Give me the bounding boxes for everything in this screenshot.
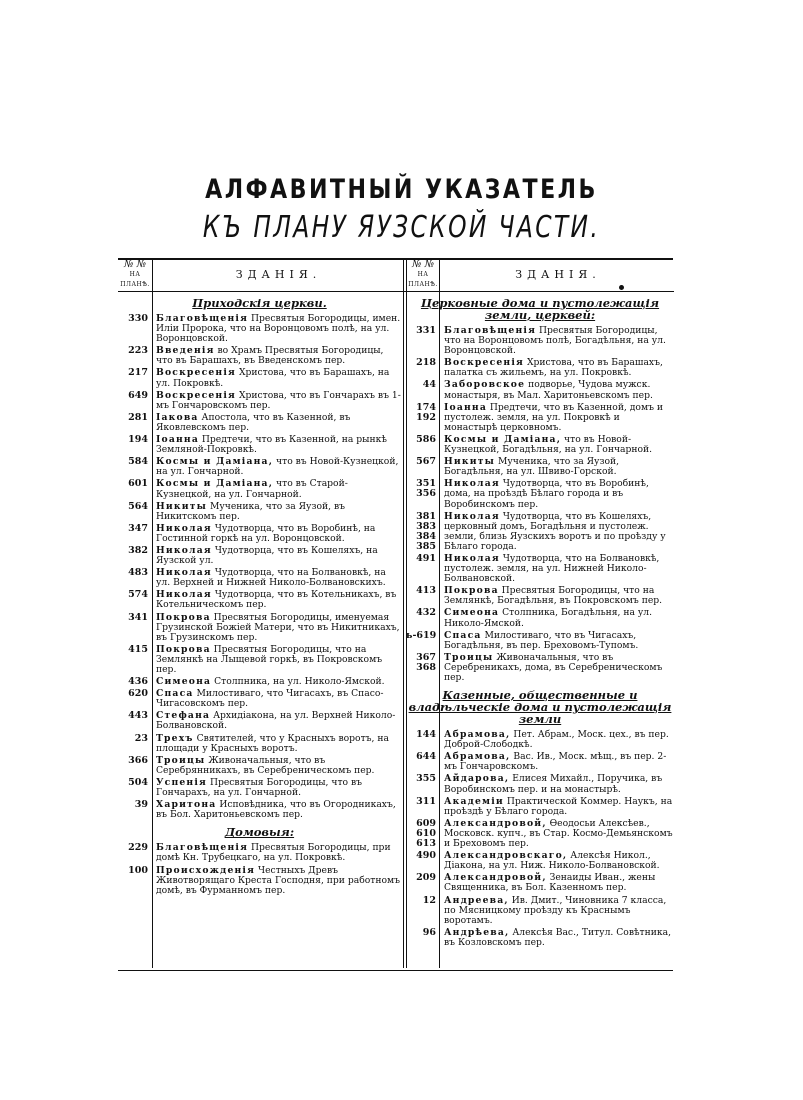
plan-number: 311: [416, 795, 436, 807]
building-description: Мученика, что за Яузой, въ Никитскомъ пер.: [156, 500, 345, 522]
index-entry: [118, 457, 401, 477]
index-entry: [406, 797, 674, 817]
building-name: Троицы: [156, 754, 206, 766]
plan-number: 347: [128, 522, 148, 534]
building-name: Айдарова,: [444, 773, 510, 785]
building-description: Алексѣя Никол., Діакона, на ул. Ниж. Николо-Болвановской.: [444, 850, 660, 872]
building-description: что въ Новой-Кузнецкой, на ул. Гончарной.: [156, 456, 399, 478]
plan-number: 415: [128, 643, 148, 655]
entry-text: [444, 851, 674, 871]
plan-number: 413: [416, 585, 436, 597]
building-description: Исповѣдника, что въ Огородникахъ, въ Бол. Харитоньевскомъ пер.: [156, 799, 396, 821]
index-entry: [118, 613, 401, 643]
plan-number: 574: [128, 589, 148, 601]
building-description: Вас. Ив., Моск. мѣщ., въ пер. 2-мъ Гончаровскомъ.: [444, 751, 667, 773]
plan-number: 644: [416, 751, 436, 763]
index-entry: [406, 435, 674, 455]
plan-number: 355: [416, 773, 436, 785]
building-name: Космы и Даміана,: [156, 456, 274, 468]
plan-number: 432: [416, 607, 436, 619]
building-description: Христова, что въ Барашахъ, палатка съ жильемъ, на ул. Покровкѣ.: [444, 357, 663, 379]
entry-text: [156, 546, 401, 566]
index-entry: [118, 546, 401, 566]
building-description: что въ Новой-Кузнецкой, Богадѣльня, на ул. Гончарной.: [444, 433, 653, 456]
section-heading: Церковные дома и пустолежащія земли, церквей:: [420, 296, 660, 322]
entry-text: [444, 554, 674, 584]
index-entry: [406, 479, 674, 509]
entry-text: [156, 689, 401, 709]
building-description: Архидіакона, на ул. Верхней Николо-Болвановской.: [156, 710, 396, 732]
building-name: Троицы: [444, 651, 494, 663]
building-description: Чудотворца, что въ Воробинѣ, дома, на проѣздѣ Бѣлаго города и въ Воробинскомъ пер.: [444, 478, 649, 510]
plan-number: 12: [422, 894, 436, 906]
section-heading: Приходскія церкви.: [192, 296, 327, 310]
index-entry: [118, 711, 401, 731]
building-description: Честныхъ Древъ Животворящаго Креста Господня, при работномъ домѣ, въ Фурманномъ пер.: [156, 864, 400, 896]
building-description: Пресвятыя Богородицы, что въ Гончарахъ, на ул. Гончарной.: [156, 776, 363, 799]
entry-text: [444, 435, 674, 455]
entry-text: [156, 314, 401, 344]
number-symbol: № №: [123, 259, 147, 270]
index-entry: [406, 380, 674, 400]
building-name: Воскресенія: [156, 389, 237, 401]
entry-text: [156, 479, 401, 499]
buildings-header: ЗДАНІЯ.: [515, 268, 601, 281]
building-description: Христова, что въ Барашахъ, на ул. Покровкѣ.: [156, 367, 390, 389]
plan-number: 367 368: [416, 651, 436, 673]
left-column: [118, 258, 401, 898]
plan-number: 586: [416, 433, 436, 445]
entry-text: [156, 457, 401, 477]
index-entry: [406, 752, 674, 772]
building-description: Пет. Абрам., Моск. цех., въ пер. Доброй-Слободкѣ.: [444, 729, 669, 751]
right-column-body: [406, 297, 674, 948]
entry-text: [156, 756, 401, 776]
buildings-header: ЗДАНІЯ.: [235, 268, 322, 281]
plan-number: 39: [134, 799, 148, 811]
building-description: Елисея Михайл., Поручика, въ Воробинскомъ пер. и на монастырѣ.: [444, 773, 663, 795]
entry-text: [444, 797, 674, 817]
plan-number: 584: [128, 456, 148, 468]
plan-number: 483: [128, 567, 148, 579]
entry-text: [444, 403, 674, 433]
index-entry: [406, 774, 674, 794]
building-name: Никиты: [444, 456, 496, 468]
entry-text: [444, 730, 674, 750]
index-entry: [118, 800, 401, 820]
building-description: Мученика, что за Яузой, Богадѣльня, на ул. Швиво-Горской.: [444, 456, 620, 478]
index-entry: [406, 403, 674, 433]
building-name: Харитона: [156, 799, 217, 811]
index-entry: [406, 730, 674, 750]
building-description: Предтечи, что въ Казенной, домъ и пустолеж. земля, на ул. Покровкѣ и монастырѣ церковномъ.: [444, 401, 664, 433]
plan-number: 567: [416, 456, 436, 468]
building-description: Чудотворца, что въ Котельникахъ, въ Котельническомъ пер.: [156, 589, 397, 611]
building-description: Пресвятыя Богородицы, именуемая Грузинской Божіей Матери, что въ Никитникахъ, въ Грузинскомъ пер.: [156, 611, 400, 643]
building-name: Александровой,: [444, 817, 547, 829]
entry-text: [444, 380, 674, 400]
plan-number: 100: [128, 864, 148, 876]
building-name: Стефана: [156, 710, 211, 722]
plan-number: 491: [416, 552, 436, 564]
plan-number: 366: [128, 754, 148, 766]
building-name: Покрова: [156, 611, 211, 623]
section-heading: Казенные, общественные и владѣльческіе дома и пустолежащія земли: [408, 688, 672, 727]
building-description: Пресвятыя Богородицы, что на Землянкѣ, Богадѣльня, въ Покровскомъ пер.: [444, 585, 663, 607]
plan-number: 341: [128, 611, 148, 623]
plan-number: 281: [128, 411, 148, 423]
building-name: Спаса: [156, 688, 194, 700]
building-description: Пресвятыя Богородицы, имен. Иліи Пророка, что на Воронцовомъ полѣ, на ул. Воронцовской.: [156, 313, 401, 345]
building-description: Чудотворца, что въ Кошеляхъ, на Яузской ул.: [156, 544, 378, 567]
entry-text: [444, 358, 674, 378]
index-entry: [406, 586, 674, 606]
building-description: Живоначальныя, что въ Серебреникахъ, дома, въ Серебреническомъ пер.: [444, 651, 663, 683]
building-name: Андрѣева,: [444, 926, 510, 938]
entry-text: [444, 928, 674, 948]
building-description: Чудотворца, что въ Кошеляхъ, церковный домъ, Богадѣльня и пустолеж. земли, близь Яузскихъ воротъ и по проѣзду у Бѣлаго города.: [444, 510, 666, 552]
building-name: Андреева,: [444, 894, 509, 906]
building-name: Николая: [156, 567, 212, 579]
building-description: Ѳеодосьи Алексѣев., Московск. купч., въ Стар. Космо-Демьянскомъ и Бреховомъ пер.: [444, 817, 673, 850]
building-name: Абрамова,: [444, 751, 511, 763]
plan-number: 330: [128, 313, 148, 324]
building-description: Милостиваго, что Чигасахъ, въ Спасо-Чигасовскомъ пер.: [156, 688, 384, 710]
index-entry: [118, 368, 401, 388]
building-description: подворье, Чудова мужск. монастыря, въ Мал. Харитоньевскомъ пер.: [444, 379, 653, 401]
index-entry: [118, 524, 401, 544]
building-name: Воскресенія: [444, 357, 525, 369]
entry-text: [444, 479, 674, 509]
entry-text: [444, 819, 674, 849]
index-entry: [118, 756, 401, 776]
index-entry: [406, 512, 674, 552]
building-name: Трехъ: [156, 732, 194, 744]
section-heading: Домовыя:: [224, 825, 295, 840]
plan-number: 23: [134, 732, 148, 744]
index-entry: [406, 608, 674, 628]
index-entry: [118, 568, 401, 588]
plan-number: 174 192: [416, 401, 436, 423]
building-description: Чудотворца, что на Болвановкѣ, на ул. Верхней и Нижней Николо-Болвановскихъ.: [156, 567, 386, 589]
building-name: Николая: [156, 522, 212, 534]
index-entry: [406, 819, 674, 849]
index-entry: [118, 346, 401, 366]
building-name: Николая: [444, 552, 500, 564]
index-entry: [118, 866, 401, 896]
building-name: Николая: [444, 478, 500, 490]
left-column-header: [118, 258, 401, 291]
building-name: Благовѣщенія: [156, 842, 249, 854]
building-name: Николая: [156, 544, 212, 556]
plan-number: 381 383 384 385: [416, 510, 436, 552]
entry-text: [444, 512, 674, 552]
plan-number: 144: [416, 729, 436, 741]
building-name: Воскресенія: [156, 367, 237, 379]
building-name: Покрова: [444, 585, 499, 597]
building-name: Николая: [444, 510, 500, 522]
building-name: Іоанна: [444, 401, 487, 413]
entry-text: [156, 778, 401, 798]
plan-number: ь-619: [406, 629, 437, 641]
building-description: Предтечи, что въ Казенной, на рынкѣ Земляной-Покровкѣ.: [156, 434, 387, 456]
building-description: Апостола, что въ Казенной, въ Яковлевскомъ пер.: [156, 411, 351, 433]
index-entry: [406, 457, 674, 477]
entry-text: [444, 873, 674, 893]
building-name: Николая: [156, 589, 212, 601]
building-description: Христова, что въ Гончарахъ въ 1-мъ Гончаровскомъ пер.: [156, 389, 401, 411]
building-description: Ив. Дмит., Чиновника 7 класса, по Мясницкому проѣзду къ Краснымъ воротамъ.: [444, 894, 667, 926]
plan-number: 436: [128, 676, 148, 688]
index-entry: [406, 554, 674, 584]
entry-text: [444, 653, 674, 683]
building-description: Столпника, Богадѣльня, на ул. Николо-Ямской.: [444, 607, 653, 629]
plan-number: 218: [416, 357, 436, 369]
plan-number: 601: [128, 478, 148, 490]
building-name: Александровой,: [444, 872, 547, 884]
building-name: Заборовское: [444, 379, 526, 391]
building-description: Живоначальныя, что въ Серебрянникахъ, въ Серебреническомъ пер.: [156, 754, 375, 776]
building-description: Чудотворца, что на Болвановкѣ, пустолеж. земля, на ул. Нижней Николо-Болвановской.: [444, 552, 660, 585]
building-name: Александровскаго,: [444, 850, 568, 862]
building-name: Успенія: [156, 776, 208, 788]
index-entry: [118, 391, 401, 411]
entry-text: [444, 457, 674, 477]
index-entry: [406, 873, 674, 893]
index-entry: [406, 928, 674, 948]
plan-number: 443: [128, 710, 148, 722]
index-entry: [118, 778, 401, 798]
plan-number: 649: [128, 389, 148, 401]
index-entry: [406, 631, 674, 651]
number-symbol: № №: [411, 259, 435, 270]
plan-number: 229: [128, 842, 148, 854]
building-description: Столпника, на ул. Николо-Ямской.: [214, 676, 385, 688]
building-description: во Храмъ Пресвятыя Богородицы, что въ Барашахъ, въ Введенскомъ пер.: [156, 345, 384, 367]
plan-number: 194: [128, 434, 148, 446]
building-description: Милостиваго, что въ Чигасахъ, Богадѣльня, въ пер. Бреховомъ-Тупомъ.: [444, 629, 639, 651]
entry-text: [156, 843, 401, 863]
building-name: Симеона: [444, 607, 500, 619]
right-column: [406, 258, 674, 950]
index-entry: [406, 851, 674, 871]
index-entry: [406, 326, 674, 356]
entry-text: [156, 391, 401, 411]
number-caption: НА ПЛАНѢ.: [120, 271, 150, 288]
entry-text: [156, 502, 401, 522]
building-name: Іоанна: [156, 434, 199, 446]
entry-text: [156, 590, 401, 610]
index-entry: [118, 502, 401, 522]
entry-text: [156, 711, 401, 731]
index-entry: [406, 896, 674, 926]
building-name: Покрова: [156, 643, 211, 655]
entry-text: [444, 631, 674, 651]
index-entry: [118, 843, 401, 863]
building-name: Іакова: [156, 411, 199, 423]
building-name: Академіи: [444, 795, 504, 807]
plan-number: 564: [128, 500, 148, 512]
entry-text: [444, 896, 674, 926]
plan-number: 217: [128, 367, 148, 379]
building-description: Пресвятыя Богородицы, при домѣ Кн. Трубецкаго, на ул. Покровкѣ.: [156, 842, 391, 864]
plan-number: 490: [416, 850, 436, 862]
index-entry: [118, 590, 401, 610]
plan-number-header: [120, 260, 150, 290]
index-entry: [118, 645, 401, 675]
index-entry: [118, 413, 401, 433]
building-name: Никиты: [156, 500, 208, 512]
index-entry: [118, 689, 401, 709]
entry-text: [444, 752, 674, 772]
building-name: Космы и Даміана,: [156, 478, 274, 490]
index-entry: [118, 479, 401, 499]
entry-text: [156, 413, 401, 433]
building-name: Благовѣщенія: [444, 325, 537, 336]
entry-text: [156, 677, 401, 687]
index-entry: [118, 677, 401, 687]
plan-number-header: [408, 260, 438, 290]
entry-text: [444, 586, 674, 606]
plan-number: 44: [422, 379, 436, 391]
building-description: Пресвятыя Богородицы, что на Землянкѣ на Лыщевой горкѣ, въ Покровскомъ пер.: [156, 643, 383, 675]
plan-number: 96: [422, 926, 436, 938]
page-title: АЛФАВИТНЫЙ УКАЗАТЕЛЬ: [205, 174, 598, 205]
entry-text: [156, 346, 401, 366]
entry-text: [156, 613, 401, 643]
building-description: Чудотворца, что въ Воробинѣ, на Гостинной горкѣ на ул. Воронцовской.: [156, 522, 376, 544]
entry-text: [156, 368, 401, 388]
plan-number: 351 356: [416, 478, 436, 500]
building-name: Симеона: [156, 676, 212, 688]
column-divider: [403, 258, 404, 968]
plan-number: 620: [128, 688, 148, 700]
plan-number: 223: [128, 345, 148, 357]
plan-number: 504: [128, 776, 148, 788]
entry-text: [156, 866, 401, 896]
plan-number: 382: [128, 544, 148, 556]
entry-text: [444, 774, 674, 794]
entry-text: [156, 435, 401, 455]
building-description: Святителей, что у Красныхъ воротъ, на площади у Красныхъ воротъ.: [156, 732, 389, 754]
plan-number: 209: [416, 872, 436, 884]
building-name: Абрамова,: [444, 729, 511, 741]
entry-text: [444, 326, 674, 356]
left-column-body: [118, 297, 401, 896]
page-subtitle: КЪ ПЛАНУ ЯУЗСКОЙ ЧАСТИ.: [202, 210, 601, 245]
entry-text: [156, 524, 401, 544]
building-description: Практической Коммер. Наукъ, на проѣздѣ у Бѣлаго города.: [444, 795, 673, 817]
entry-text: [156, 568, 401, 588]
building-name: Происхожденія: [156, 864, 256, 876]
right-column-header: [406, 258, 674, 291]
building-description: Алексѣя Вас., Титул. Совѣтника, въ Козловскомъ пер.: [444, 926, 672, 948]
plan-number: 609 610 613: [416, 817, 436, 850]
building-name: Введенія: [156, 345, 215, 357]
building-name: Благовѣщенія: [156, 313, 249, 324]
index-entry: [118, 734, 401, 754]
building-description: Зенаиды Иван., жены Священника, въ Бол. Казенномъ пер.: [444, 872, 656, 894]
index-entry: [118, 314, 401, 344]
building-name: Спаса: [444, 629, 482, 641]
entry-text: [156, 645, 401, 675]
entry-text: [156, 800, 401, 820]
building-description: Пресвятыя Богородицы, что на Воронцовомъ полѣ, Богадѣльня, на ул. Воронцовской.: [444, 325, 666, 357]
building-description: что въ Старой-Кузнецкой, на ул. Гончарной.: [156, 478, 348, 500]
index-entry: [406, 653, 674, 683]
building-name: Космы и Даміана,: [444, 433, 562, 445]
index-entry: [118, 435, 401, 455]
entry-text: [444, 608, 674, 628]
entry-text: [156, 734, 401, 754]
plan-number: 331: [416, 325, 436, 336]
number-caption: НА ПЛАНѢ.: [408, 271, 438, 288]
index-entry: [406, 358, 674, 378]
